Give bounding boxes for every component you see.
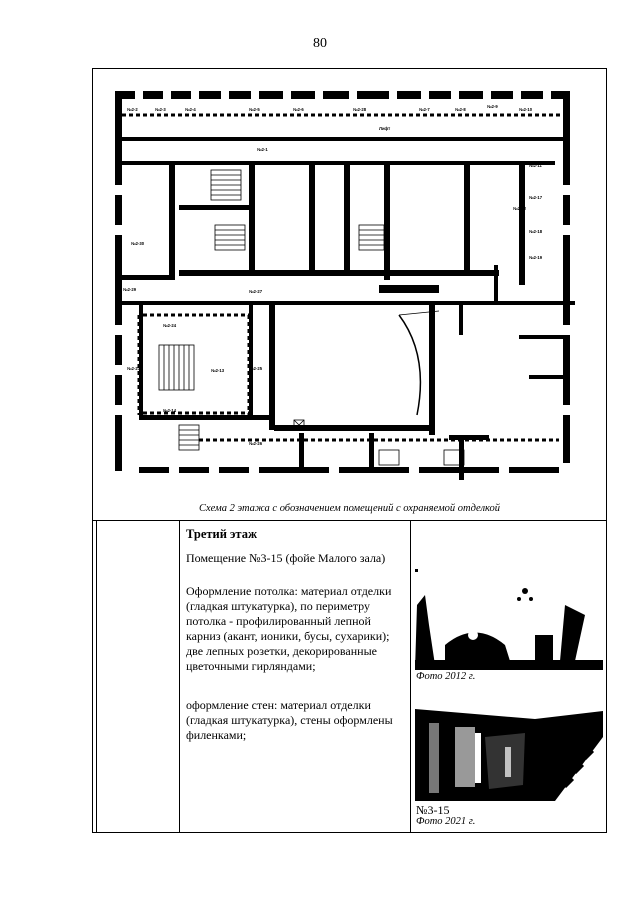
document-table <box>92 68 607 833</box>
plan-room-label: №2-2 <box>127 107 138 112</box>
walls-description: оформление стен: материал отделки (гладкая штукатурка), стены оформлены филенками; <box>186 698 393 742</box>
photo-2012 <box>415 565 603 670</box>
plan-room-label: №2-11 <box>529 163 542 168</box>
room-title: Помещение №3-15 (фойе Малого зала) <box>186 551 386 565</box>
photo-2021 <box>415 697 603 801</box>
plan-room-label: №2-17 <box>529 195 543 200</box>
photo-caption: Фото 2021 г. <box>416 816 476 827</box>
plan-room-label: Лифт <box>379 126 391 131</box>
plan-room-label: №2-28 <box>353 107 367 112</box>
plan-room-label: №2-13 <box>211 368 225 373</box>
plan-room-label: №2-27 <box>249 289 263 294</box>
page-number: 80 <box>313 36 327 51</box>
photo-cell <box>411 521 606 832</box>
plan-room-label: №2-25 <box>249 366 263 371</box>
plan-caption: Схема 2 этажа с обозначением помещений с охраняемой отделкой <box>198 503 501 514</box>
plan-room-label: №2-14 <box>163 408 177 413</box>
photo-room-number: №3-15 <box>416 803 450 817</box>
plan-room-label: №2-10 <box>519 107 533 112</box>
plan-room-label: №2-6 <box>293 107 304 112</box>
plan-room-label: №2-26 <box>249 441 263 446</box>
plan-room-label: №2-4 <box>185 107 196 112</box>
plan-room-label: №2-23 <box>127 366 141 371</box>
plan-room-label: №2-9 <box>487 104 498 109</box>
ceiling-description: Оформление потолка: материал отделки (гладкая штукатурка), по периметру потолка - профилированный лепной карниз (акант, ионики, бусы, сухарики); две лепных розетки, декорированные цветочными гирляндами; <box>186 584 392 673</box>
plan-room-label: №2-5 <box>249 107 260 112</box>
floor-plan-cell <box>93 69 606 521</box>
plan-room-label: №2-7 <box>419 107 430 112</box>
plan-room-label: №2-30 <box>131 241 145 246</box>
plan-room-label: №2-12 <box>513 206 527 211</box>
plan-room-label: №2-3 <box>155 107 166 112</box>
description-cell <box>180 521 411 832</box>
photo-caption: Фото 2012 г. <box>416 671 476 682</box>
plan-room-label: №2-24 <box>163 323 177 328</box>
floor-heading: Третий этаж <box>186 527 258 541</box>
table-cell <box>96 521 180 832</box>
table-row <box>93 521 606 832</box>
plan-room-label: №2-8 <box>455 107 466 112</box>
plan-room-label: №2-19 <box>529 255 543 260</box>
plan-room-label: №2-29 <box>123 287 137 292</box>
plan-room-label: №2-1 <box>257 147 268 152</box>
plan-room-label: №2-18 <box>529 229 543 234</box>
floor-plan-drawing <box>99 75 600 500</box>
